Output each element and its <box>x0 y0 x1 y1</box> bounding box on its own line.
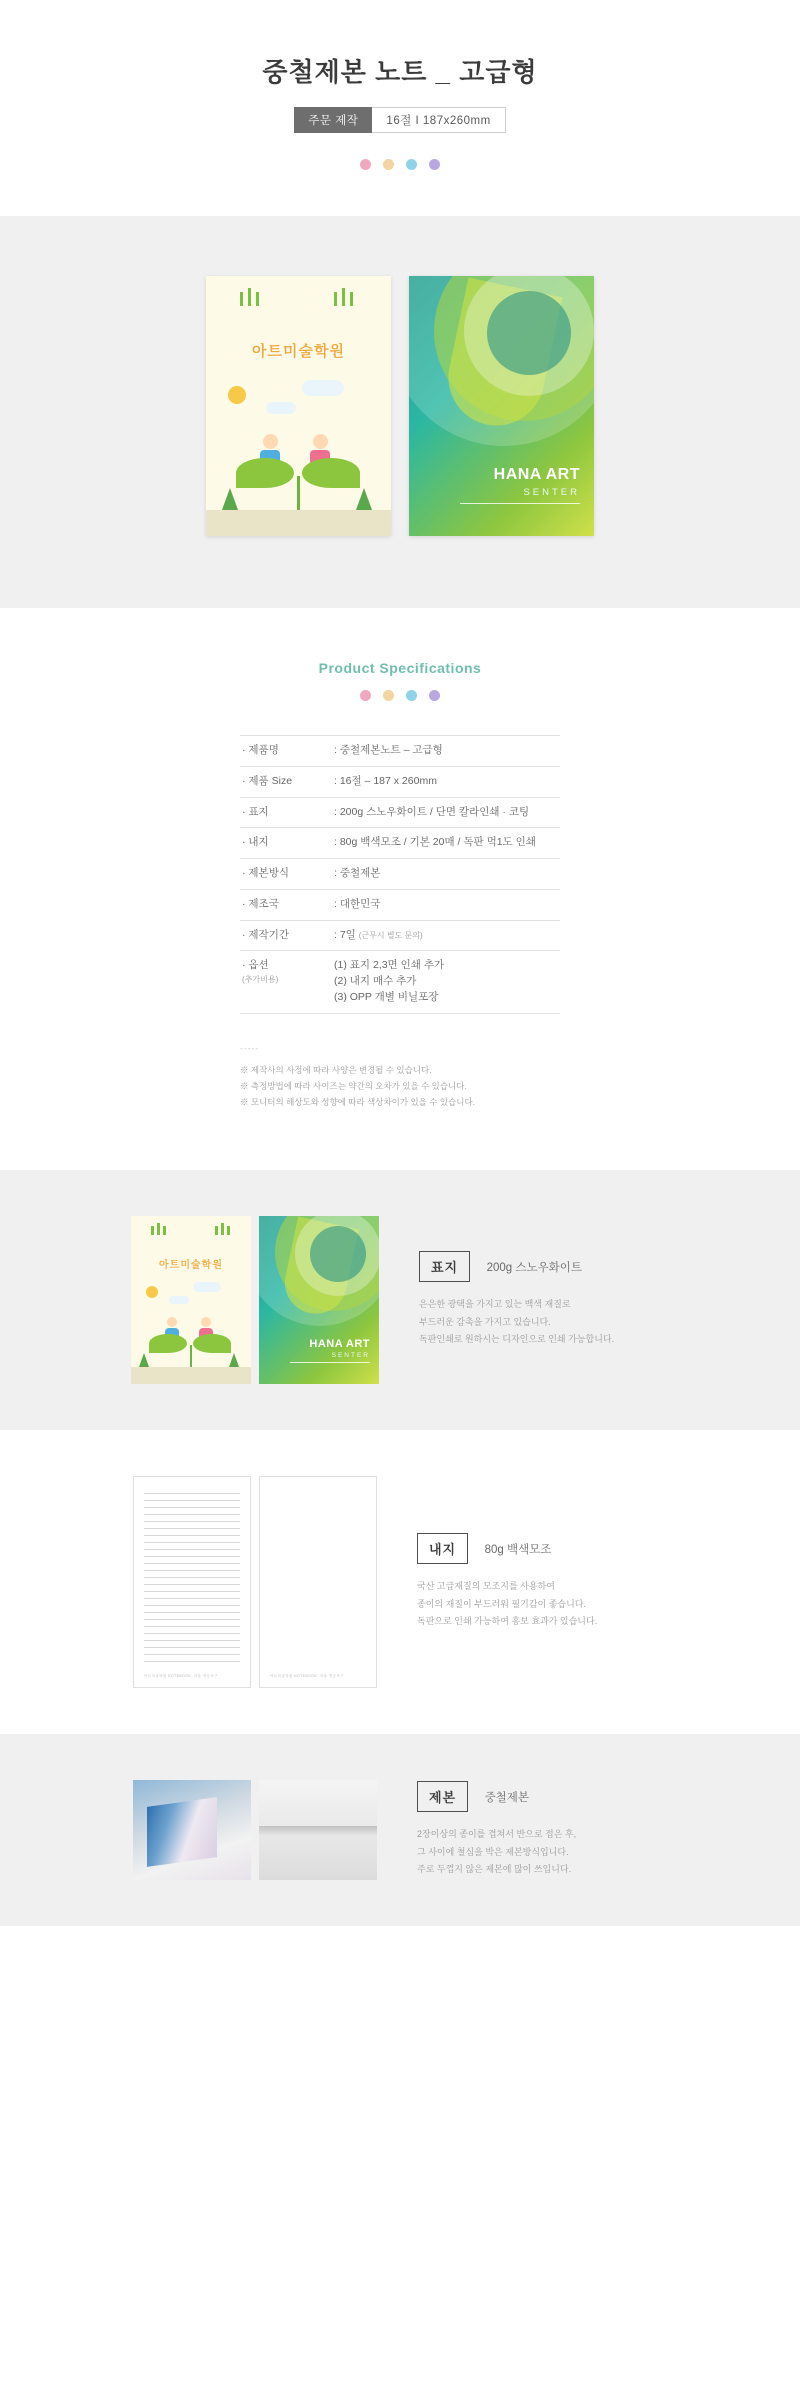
brand-divider <box>460 503 580 504</box>
binding-photo-spine <box>259 1780 377 1880</box>
description-line: 그 사이에 철심을 박은 제본방식입니다. <box>417 1846 569 1857</box>
sun-icon <box>228 386 246 404</box>
spec-value: : 중철제본 <box>334 867 381 879</box>
hero-image-section <box>0 216 800 608</box>
sprout-icon <box>248 288 251 306</box>
cloud-icon <box>193 1282 221 1292</box>
ruled-lines <box>144 1493 240 1665</box>
leaf-shape <box>149 1334 187 1353</box>
brand-name-text: HANA ART <box>309 1338 370 1351</box>
description-line: 주로 두껍지 않은 제본에 많이 쓰입니다. <box>417 1864 572 1875</box>
feature-inner-section <box>0 1430 800 1734</box>
option-line: (2) 내지 매수 추가 <box>334 975 417 987</box>
brand-sub-text: SENTER <box>331 1352 370 1360</box>
page-title: 중철제본 노트 _ 고급형 <box>262 57 538 87</box>
specs-heading: Product Specifications <box>318 660 482 676</box>
description-line: 국산 고급재질의 모조지를 사용하여 <box>417 1581 555 1592</box>
header-section <box>0 0 800 216</box>
brand-divider <box>290 1362 370 1363</box>
spec-value-text: : 7일 <box>334 928 356 941</box>
dot-4 <box>429 159 440 170</box>
blank-page-image <box>259 1476 377 1688</box>
table-row <box>240 920 560 951</box>
page-footer-text: 아트미술학원 NOTEBOOK. 서울 영등포구 <box>144 1674 218 1679</box>
option-line: (3) OPP 개별 비닐포장 <box>334 990 439 1003</box>
description-line: 은은한 광택을 가지고 있는 백색 재질로 <box>419 1299 571 1310</box>
spec-key: · 제품 Size <box>242 774 293 787</box>
notes-divider: ----- <box>240 1042 260 1053</box>
leaf-shape <box>236 458 294 488</box>
cloud-icon <box>266 402 296 414</box>
arc-shape <box>310 1226 366 1282</box>
sun-icon <box>146 1286 158 1298</box>
spec-key: · 제품명 <box>242 744 279 756</box>
specs-dot-decoration <box>0 690 800 701</box>
leaf-shape <box>193 1334 231 1353</box>
feature-tag: 내지 <box>417 1533 468 1564</box>
table-row-option <box>240 951 560 1013</box>
table-row <box>240 859 560 890</box>
ground-band <box>206 510 391 536</box>
badge-row <box>0 107 800 133</box>
table-row <box>240 828 560 859</box>
note-line: ※ 측정방법에 따라 사이즈는 약간의 오차가 있을 수 있습니다. <box>240 1080 467 1091</box>
cloud-icon <box>302 380 344 396</box>
table-row <box>240 766 560 797</box>
ground-band <box>131 1367 251 1384</box>
binding-photos <box>133 1780 377 1880</box>
page-footer-text: 아트미술학원 NOTEBOOK. 서울 영등포구 <box>270 1674 344 1679</box>
feature-description <box>419 1296 669 1349</box>
dot-4 <box>429 690 440 701</box>
feature-tag: 표지 <box>419 1251 470 1282</box>
tree-icon <box>356 488 372 510</box>
cover-title-text: 아트미술학원 <box>252 343 345 360</box>
note-line: ※ 모니터의 해상도와 성향에 따라 색상차이가 있을 수 있습니다. <box>240 1096 476 1107</box>
sprout-icon <box>215 1226 218 1235</box>
cover-illustration-thumb <box>131 1216 251 1384</box>
feature-inner-heading <box>417 1533 667 1564</box>
lined-page-image <box>133 1476 251 1688</box>
feature-description <box>417 1578 667 1631</box>
description-line: 독판으로 인쇄 가능하여 홍보 효과가 있습니다. <box>417 1616 598 1627</box>
cloud-icon <box>169 1296 189 1304</box>
sprout-icon <box>151 1226 154 1235</box>
brand-sub-text: SENTER <box>523 487 580 498</box>
option-key-note: (추가비용) <box>242 975 279 984</box>
sprout-icon <box>240 292 243 306</box>
spec-key: · 제조국 <box>242 897 279 910</box>
cover-thumbnails <box>131 1216 379 1384</box>
dot-2 <box>383 690 394 701</box>
table-row <box>240 797 560 828</box>
option-key-text: · 옵션 <box>242 959 269 972</box>
description-line: 종이의 재질이 부드러워 필기감이 좋습니다. <box>417 1598 586 1609</box>
brand-name-text: HANA ART <box>493 466 580 483</box>
sprout-icon <box>342 288 345 306</box>
cover-hana-art-image <box>409 276 594 536</box>
table-row <box>240 889 560 920</box>
sprout-icon <box>163 1226 166 1235</box>
sprout-icon <box>221 1223 224 1235</box>
header-dot-decoration <box>0 159 800 170</box>
cover-illustration-image <box>206 276 391 536</box>
sprout-icon <box>256 292 259 306</box>
sprout-icon <box>350 292 353 306</box>
feature-description <box>417 1826 667 1879</box>
stem-shape <box>190 1345 192 1367</box>
feature-cover-heading <box>419 1251 669 1282</box>
sprout-icon <box>227 1226 230 1235</box>
description-line: 2장이상의 종이를 겹쳐서 반으로 접은 후, <box>417 1829 577 1840</box>
spec-value: : 200g 스노우화이트 / 단면 칼라인쇄 · 코팅 <box>334 805 530 818</box>
description-line: 독판인쇄로 원하시는 디자인으로 인쇄 가능합니다. <box>419 1334 615 1345</box>
inner-page-thumbnails <box>133 1476 377 1688</box>
table-row <box>240 736 560 767</box>
spec-value: : 16절 – 187 x 260mm <box>334 774 437 787</box>
option-line: (1) 표지 2,3면 인쇄 추가 <box>334 959 445 972</box>
feature-tag: 제본 <box>417 1781 468 1812</box>
note-line: ※ 제작사의 사정에 따라 사양은 변경될 수 있습니다. <box>240 1064 432 1075</box>
spec-key: · 내지 <box>242 836 269 849</box>
dot-3 <box>406 159 417 170</box>
tree-icon <box>229 1353 239 1367</box>
spec-value <box>332 951 560 1013</box>
order-type-badge: 주문 제작 <box>294 107 372 133</box>
spec-value-note: (근무시 별도 문의) <box>358 930 423 940</box>
spec-value <box>332 920 560 951</box>
feature-title: 80g 백색모조 <box>484 1543 552 1556</box>
cover-hana-art-thumb <box>259 1216 379 1384</box>
feature-title: 중철제본 <box>484 1791 530 1804</box>
dot-3 <box>406 690 417 701</box>
feature-binding-section <box>0 1734 800 1926</box>
feature-title: 200g 스노우화이트 <box>486 1261 583 1274</box>
spec-key: · 제작기간 <box>242 928 289 941</box>
spec-key <box>240 951 332 1013</box>
binding-photo-stack <box>133 1780 251 1880</box>
arc-shape <box>487 291 571 375</box>
stem-shape <box>297 476 300 510</box>
spec-key: · 제본방식 <box>242 867 289 879</box>
feature-binding-heading <box>417 1781 667 1812</box>
feature-inner-text <box>417 1533 667 1631</box>
spec-value: : 대한민국 <box>334 897 381 910</box>
dot-2 <box>383 159 394 170</box>
leaf-shape <box>302 458 360 488</box>
feature-cover-text <box>419 1251 669 1349</box>
specifications-section <box>0 608 800 1170</box>
tree-icon <box>139 1353 149 1367</box>
specs-notes <box>240 1040 560 1111</box>
spec-value: : 80g 백색모조 / 기본 20매 / 독판 먹1도 인쇄 <box>334 836 536 849</box>
dot-1 <box>360 159 371 170</box>
sprout-icon <box>157 1223 160 1235</box>
cover-title-text: 아트미술학원 <box>159 1260 223 1272</box>
spec-value: : 중철제본노트 – 고급형 <box>334 744 443 756</box>
tree-icon <box>222 488 238 510</box>
spec-key: · 표지 <box>242 805 269 818</box>
description-line: 부드러운 감촉을 가지고 있습니다. <box>419 1316 551 1327</box>
feature-binding-text <box>417 1781 667 1879</box>
feature-cover-section <box>0 1170 800 1430</box>
dot-1 <box>360 690 371 701</box>
specifications-table <box>240 735 560 1014</box>
sprout-icon <box>334 292 337 306</box>
size-badge: 16절 I 187x260mm <box>372 107 505 133</box>
